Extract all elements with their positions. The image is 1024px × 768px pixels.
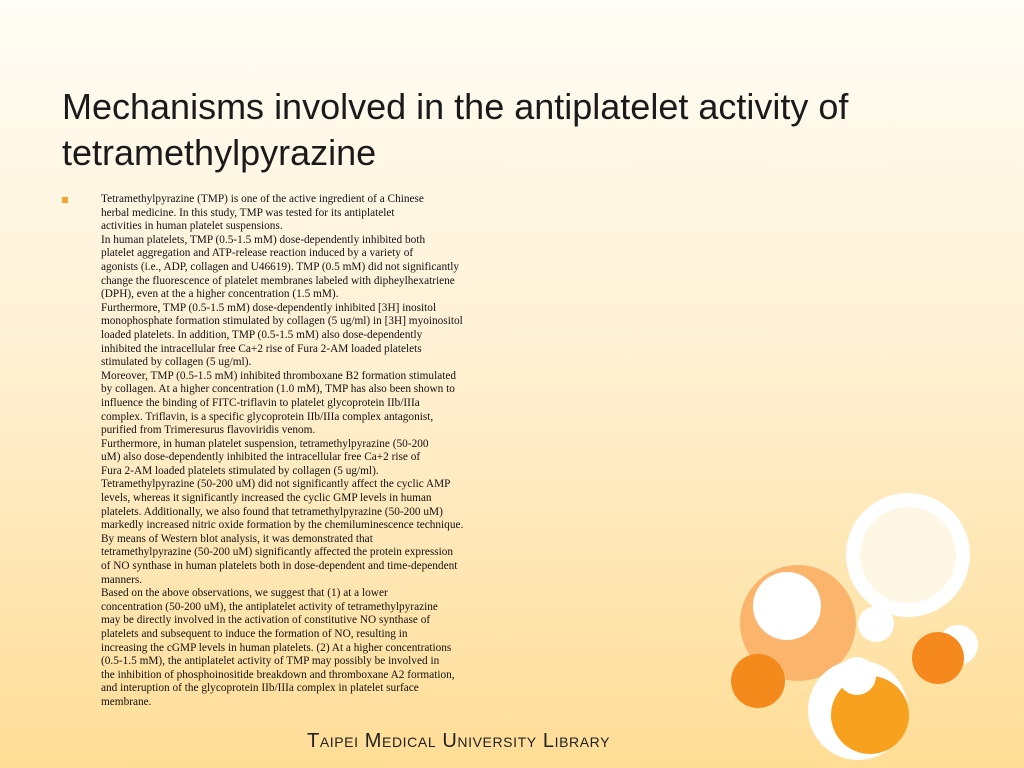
body-line: may be directly involved in the activation of constitutive NO synthase of [101, 614, 431, 627]
body-line: (DPH), even at the a higher concentration (1.5 mM). [101, 288, 339, 301]
body-line: Moreover, TMP (0.5-1.5 mM) inhibited thromboxane B2 formation stimulated [101, 369, 457, 382]
body-line: By means of Western blot analysis, it was demonstrated that [101, 532, 373, 545]
body-line: Tetramethylpyrazine (TMP) is one of the active ingredient of a Chinese [101, 193, 424, 205]
body-line: Fura 2-AM loaded platelets stimulated by collagen (5 ug/ml). [101, 464, 379, 477]
footer-library-name: Taipei Medical University Library [307, 730, 611, 752]
title-line: Mechanisms involved in the antiplatelet activity of [62, 86, 849, 127]
body-line: platelets. Additionally, we also found that tetramethylpyrazine (50-200 uM) [101, 505, 443, 518]
body-line: In human platelets, TMP (0.5-1.5 mM) dose-dependently inhibited both [101, 233, 426, 246]
body-line: inhibited the intracellular free Ca+2 rise of Fura 2-AM loaded platelets [101, 342, 422, 355]
slide-title [62, 84, 962, 176]
body-line: agonists (i.e., ADP, collagen and U46619). TMP (0.5 mM) did not significantly [101, 260, 460, 273]
decorative-circles [720, 480, 1024, 768]
body-line: concentration (50-200 uM), the antiplatelet activity of tetramethylpyrazine [101, 600, 438, 613]
body-line: manners. [101, 573, 143, 586]
body-line: change the fluorescence of platelet membranes labeled with dipheylhexatriene [101, 274, 455, 287]
body-line: activities in human platelet suspensions. [101, 220, 283, 233]
body-line: uM) also dose-dependently inhibited the intracellular free Ca+2 rise of [101, 451, 421, 464]
small-white-circle [858, 606, 894, 642]
body-line: platelets and subsequent to induce the formation of NO, resulting in [101, 628, 408, 640]
body-line: tetramethylpyrazine (50-200 uM) significantly affected the protein expression [101, 546, 454, 559]
body-line: purified from Trimeresurus flavoviridis venom. [101, 424, 316, 437]
body-line: complex. Triflavin, is a specific glycoprotein IIb/IIIa complex antagonist, [101, 410, 434, 423]
body-line: Furthermore, TMP (0.5-1.5 mM) dose-dependently inhibited [3H] inositol [101, 301, 437, 314]
body-line: Furthermore, in human platelet suspension, tetramethylpyrazine (50-200 [101, 437, 429, 450]
body-line: by collagen. At a higher concentration (1.0 mM), TMP has also been shown to [101, 383, 455, 396]
body-line: herbal medicine. In this study, TMP was tested for its antiplatelet [101, 206, 395, 219]
body-line: membrane. [101, 695, 152, 708]
orange-circle-right [912, 632, 964, 684]
large-white-ring-circle [853, 500, 963, 610]
body-line: Tetramethylpyrazine (50-200 uM) did not significantly affect the cyclic AMP [101, 478, 451, 491]
body-line: influence the binding of FITC-triflavin to platelet glycoprotein IIb/IIIa [101, 396, 420, 409]
inner-white-circle [753, 572, 821, 640]
body-line: of NO synthase in human platelets both in dose-dependent and time-dependent [101, 560, 458, 573]
body-line: stimulated by collagen (5 ug/ml). [101, 356, 252, 369]
body-line: monophosphate formation stimulated by collagen (5 ug/ml) in [3H] myoinositol [101, 315, 463, 328]
body-line: platelet aggregation and ATP-release reaction induced by a variety of [101, 247, 414, 260]
tiny-white-circle [838, 657, 876, 695]
body-line: Based on the above observations, we suggest that (1) at a lower [101, 587, 388, 600]
title-line: tetramethylpyrazine [62, 132, 377, 173]
square-bullet-icon [62, 197, 68, 203]
body-line: increasing the cGMP levels in human platelets. (2) At a higher concentrations [101, 641, 452, 654]
body-line: (0.5-1.5 mM), the antiplatelet activity of TMP may possibly be involved in [101, 655, 440, 668]
body-line: markedly increased nitric oxide formation by the chemiluminescence technique. [101, 519, 464, 532]
body-line: the inhibition of phosphoinositide breakdown and thromboxane A2 formation, [101, 668, 455, 681]
body-line: levels, whereas it significantly increased the cyclic GMP levels in human [101, 492, 432, 505]
orange-circle-left [731, 654, 785, 708]
body-line: and interuption of the glycoprotein IIb/IIIa complex in platelet surface [101, 682, 419, 695]
body-paragraph [101, 193, 581, 710]
body-line: loaded platelets. In addition, TMP (0.5-1.5 mM) also dose-dependently [101, 328, 423, 341]
